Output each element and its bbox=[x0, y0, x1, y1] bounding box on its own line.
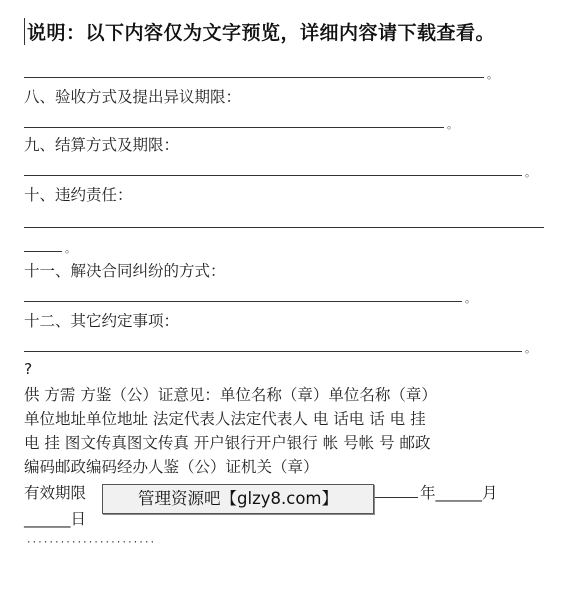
clause-other: 十二、其它约定事项： bbox=[24, 312, 180, 330]
fill-line bbox=[24, 286, 476, 310]
fill-line bbox=[24, 62, 498, 86]
clause-acceptance: 八、验收方式及提出异议期限： bbox=[24, 88, 242, 106]
clause-dispute: 十一、解决合同纠纷的方式： bbox=[24, 262, 226, 280]
period-mark: 。 bbox=[465, 292, 476, 305]
blank-underline bbox=[24, 237, 62, 252]
blank-underline bbox=[24, 213, 544, 228]
signature-line: 电 挂 图文传真图文传真 开户银行开户银行 帐 号帐 号 邮政 bbox=[24, 434, 431, 452]
blank-underline bbox=[24, 63, 484, 78]
signature-line: 单位地址单位地址 法定代表人法定代表人 电 话电 话 电 挂 bbox=[24, 410, 426, 428]
period-mark: 。 bbox=[447, 118, 458, 131]
fill-line bbox=[24, 336, 536, 360]
fill-line bbox=[24, 112, 458, 136]
preview-notice: 说明：以下内容仅为文字预览，详细内容请下载查看。 bbox=[24, 18, 495, 45]
year-month-label: 年______月 bbox=[420, 484, 498, 502]
blank-underline bbox=[24, 161, 522, 176]
fill-line bbox=[24, 160, 536, 184]
validity-label: 有效期限 bbox=[24, 484, 87, 502]
dotted-separator: ······················· bbox=[26, 538, 156, 548]
watermark-banner: 管理资源吧【glzy8.com】 bbox=[102, 484, 374, 514]
period-mark: 。 bbox=[525, 166, 536, 179]
clause-breach: 十、违约责任： bbox=[24, 186, 133, 204]
period-mark: 。 bbox=[65, 242, 76, 255]
signature-line: 编码邮政编码经办人鉴（公）证机关（章） bbox=[24, 458, 319, 476]
fill-line bbox=[24, 236, 76, 260]
period-mark: 。 bbox=[525, 342, 536, 355]
day-line: ______日 bbox=[24, 510, 87, 528]
blank-underline bbox=[24, 287, 462, 302]
period-mark: 。 bbox=[487, 68, 498, 81]
clause-settlement: 九、结算方式及期限： bbox=[24, 136, 180, 154]
blank-underline bbox=[24, 113, 444, 128]
question-mark: ? bbox=[24, 360, 33, 378]
fill-line bbox=[24, 212, 547, 234]
blank-underline bbox=[24, 337, 522, 352]
signature-line: 供 方需 方鉴（公）证意见：单位名称（章）单位名称（章） bbox=[24, 386, 437, 404]
